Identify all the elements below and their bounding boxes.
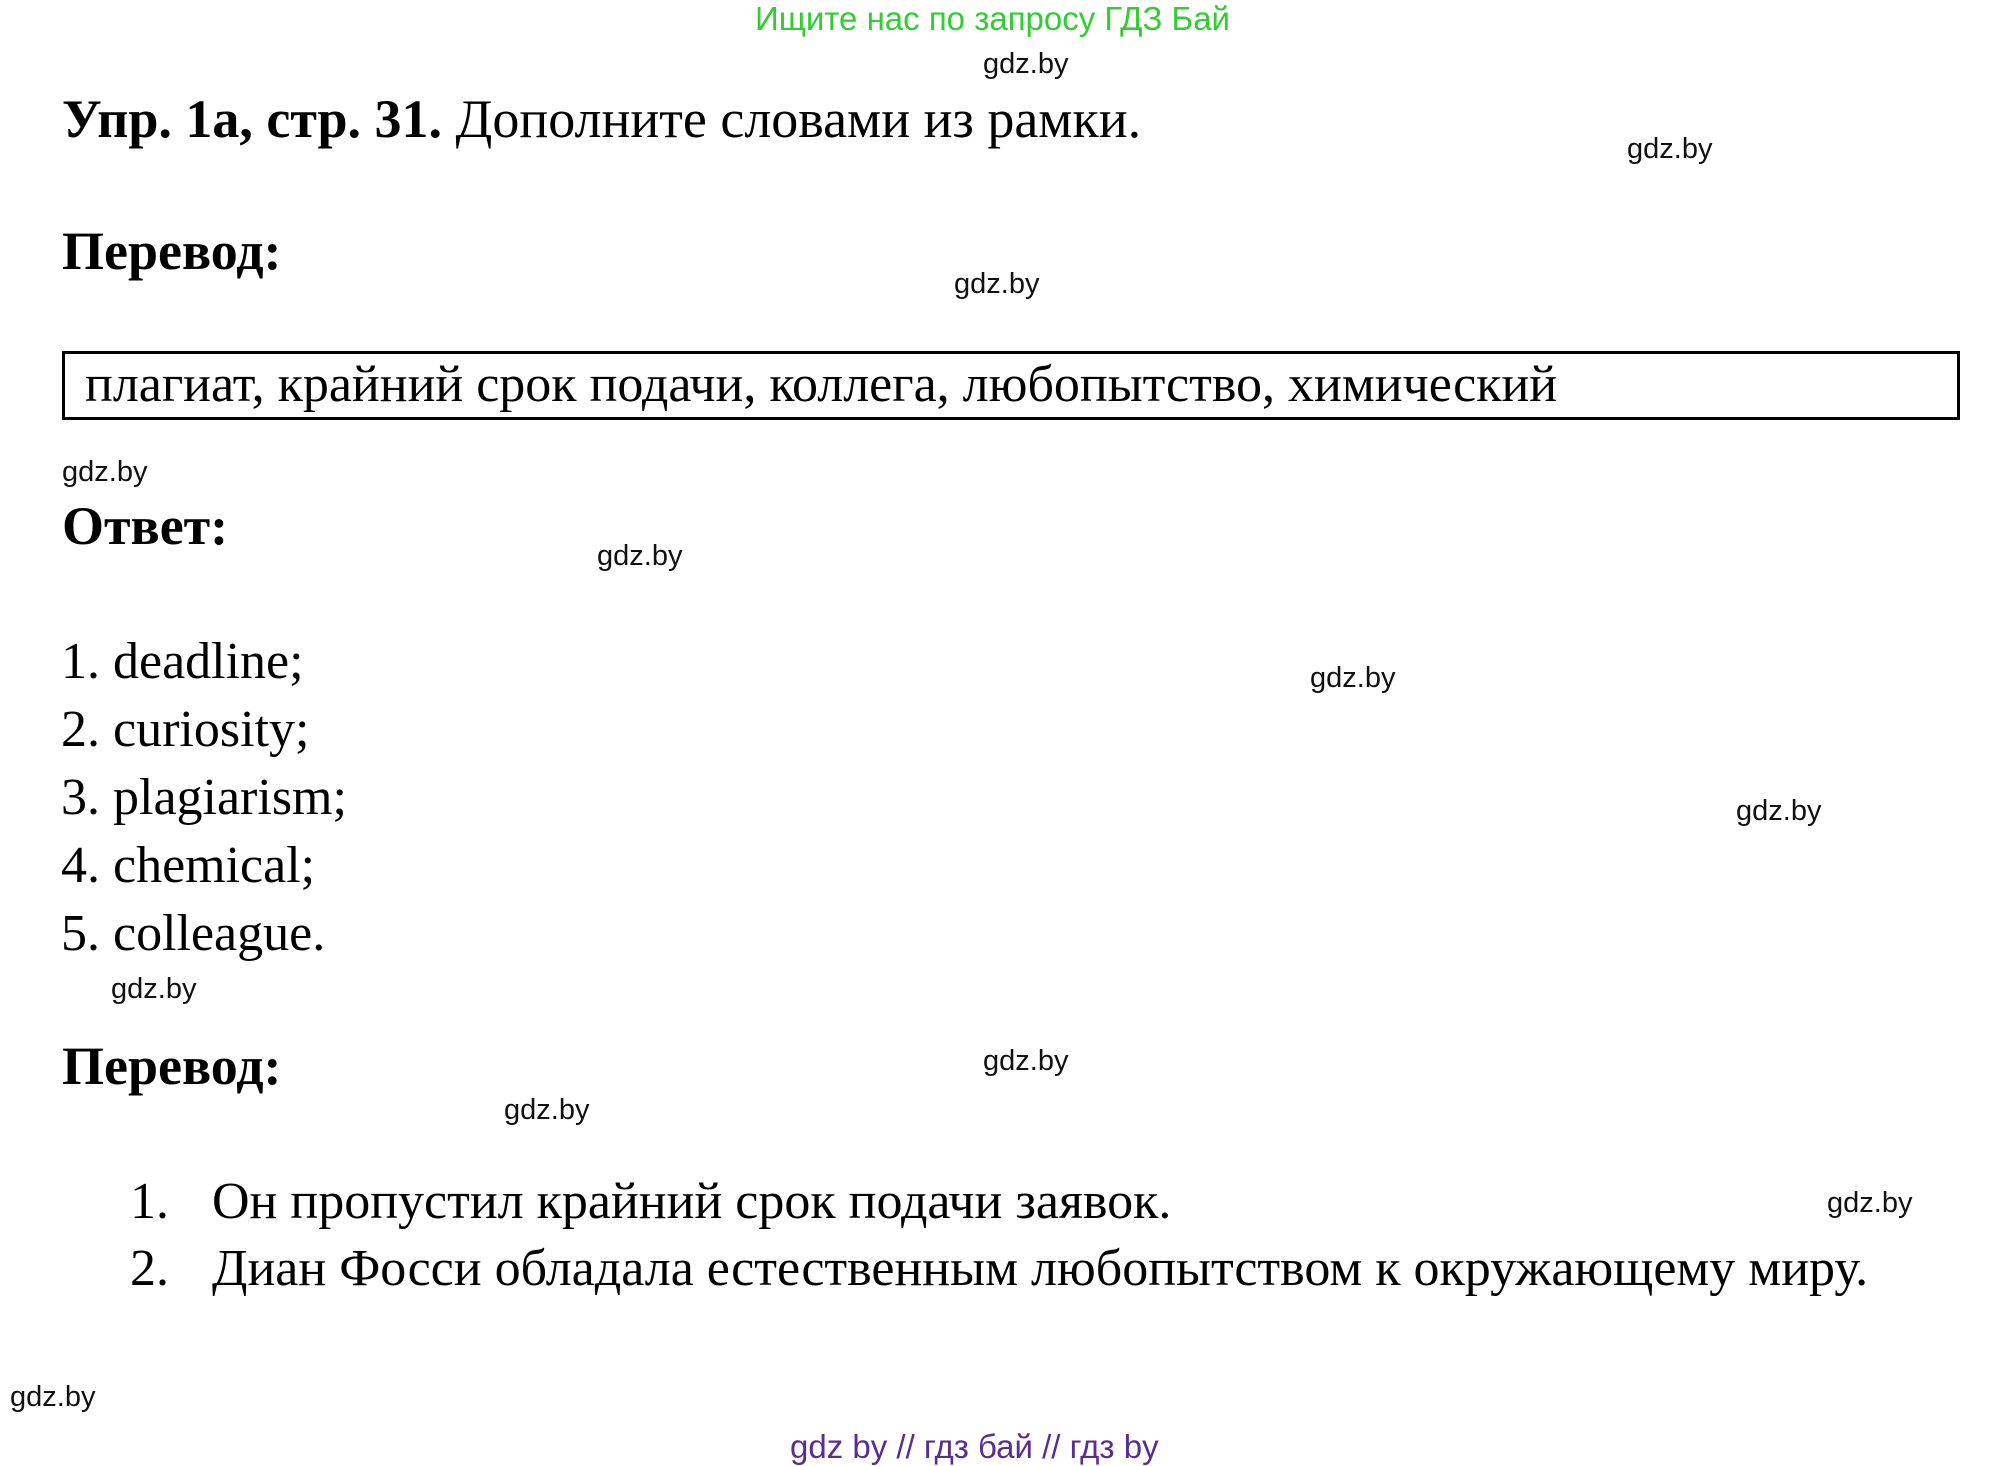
- search-banner: Ищите нас по запросу ГДЗ Бай: [755, 0, 1230, 37]
- watermark: gdz.by: [10, 1381, 96, 1413]
- translation-item: [130, 1235, 1960, 1302]
- watermark: gdz.by: [597, 540, 683, 572]
- watermark: gdz.by: [1310, 662, 1396, 694]
- translation-list: [130, 1168, 1960, 1302]
- answer-item: [61, 696, 347, 764]
- answer-text: colleague.: [113, 905, 326, 962]
- watermark: gdz.by: [983, 1045, 1069, 1077]
- answer-number: 3.: [61, 769, 100, 826]
- answer-number: 2.: [61, 701, 100, 758]
- answer-text: deadline;: [113, 633, 304, 690]
- translation-text: Диан Фосси обладала естественным любопытством к окружающему миру.: [212, 1240, 1869, 1297]
- translation-heading: Перевод:: [62, 221, 282, 281]
- watermark: gdz.by: [1736, 795, 1822, 827]
- answer-number: 4.: [61, 837, 100, 894]
- watermark: gdz.by: [62, 456, 148, 488]
- translation-item: [130, 1168, 1960, 1235]
- answer-item: [61, 628, 347, 696]
- watermark: gdz.by: [983, 48, 1069, 80]
- answer-list: [61, 628, 347, 968]
- answer-text: chemical;: [113, 837, 316, 894]
- answer-text: curiosity;: [113, 701, 310, 758]
- footer-links: gdz by // гдз бай // гдз by: [790, 1428, 1159, 1465]
- exercise-instruction: Дополните словами из рамки.: [455, 89, 1142, 149]
- answer-item: [61, 832, 347, 900]
- answer-item: [61, 764, 347, 832]
- watermark: gdz.by: [1627, 133, 1713, 165]
- watermark: gdz.by: [504, 1094, 590, 1126]
- translation-number: 2.: [130, 1240, 169, 1297]
- exercise-reference: Упр. 1а, стр. 31.: [62, 89, 443, 149]
- watermark: gdz.by: [954, 268, 1040, 300]
- exercise-title: [62, 88, 1141, 150]
- translation-heading-bottom: Перевод:: [62, 1036, 282, 1096]
- answer-number: 1.: [61, 633, 100, 690]
- word-box: [62, 351, 1960, 420]
- answer-heading: Ответ:: [62, 496, 229, 556]
- answer-number: 5.: [61, 905, 100, 962]
- answer-text: plagiarism;: [113, 769, 347, 826]
- word-box-text: плагиат, крайний срок подачи, коллега, любопытство, химический: [85, 356, 1558, 413]
- watermark: gdz.by: [1827, 1187, 1913, 1219]
- answer-item: [61, 900, 347, 968]
- translation-text: Он пропустил крайний срок подачи заявок.: [212, 1173, 1172, 1230]
- translation-number: 1.: [130, 1173, 169, 1230]
- watermark: gdz.by: [111, 973, 197, 1005]
